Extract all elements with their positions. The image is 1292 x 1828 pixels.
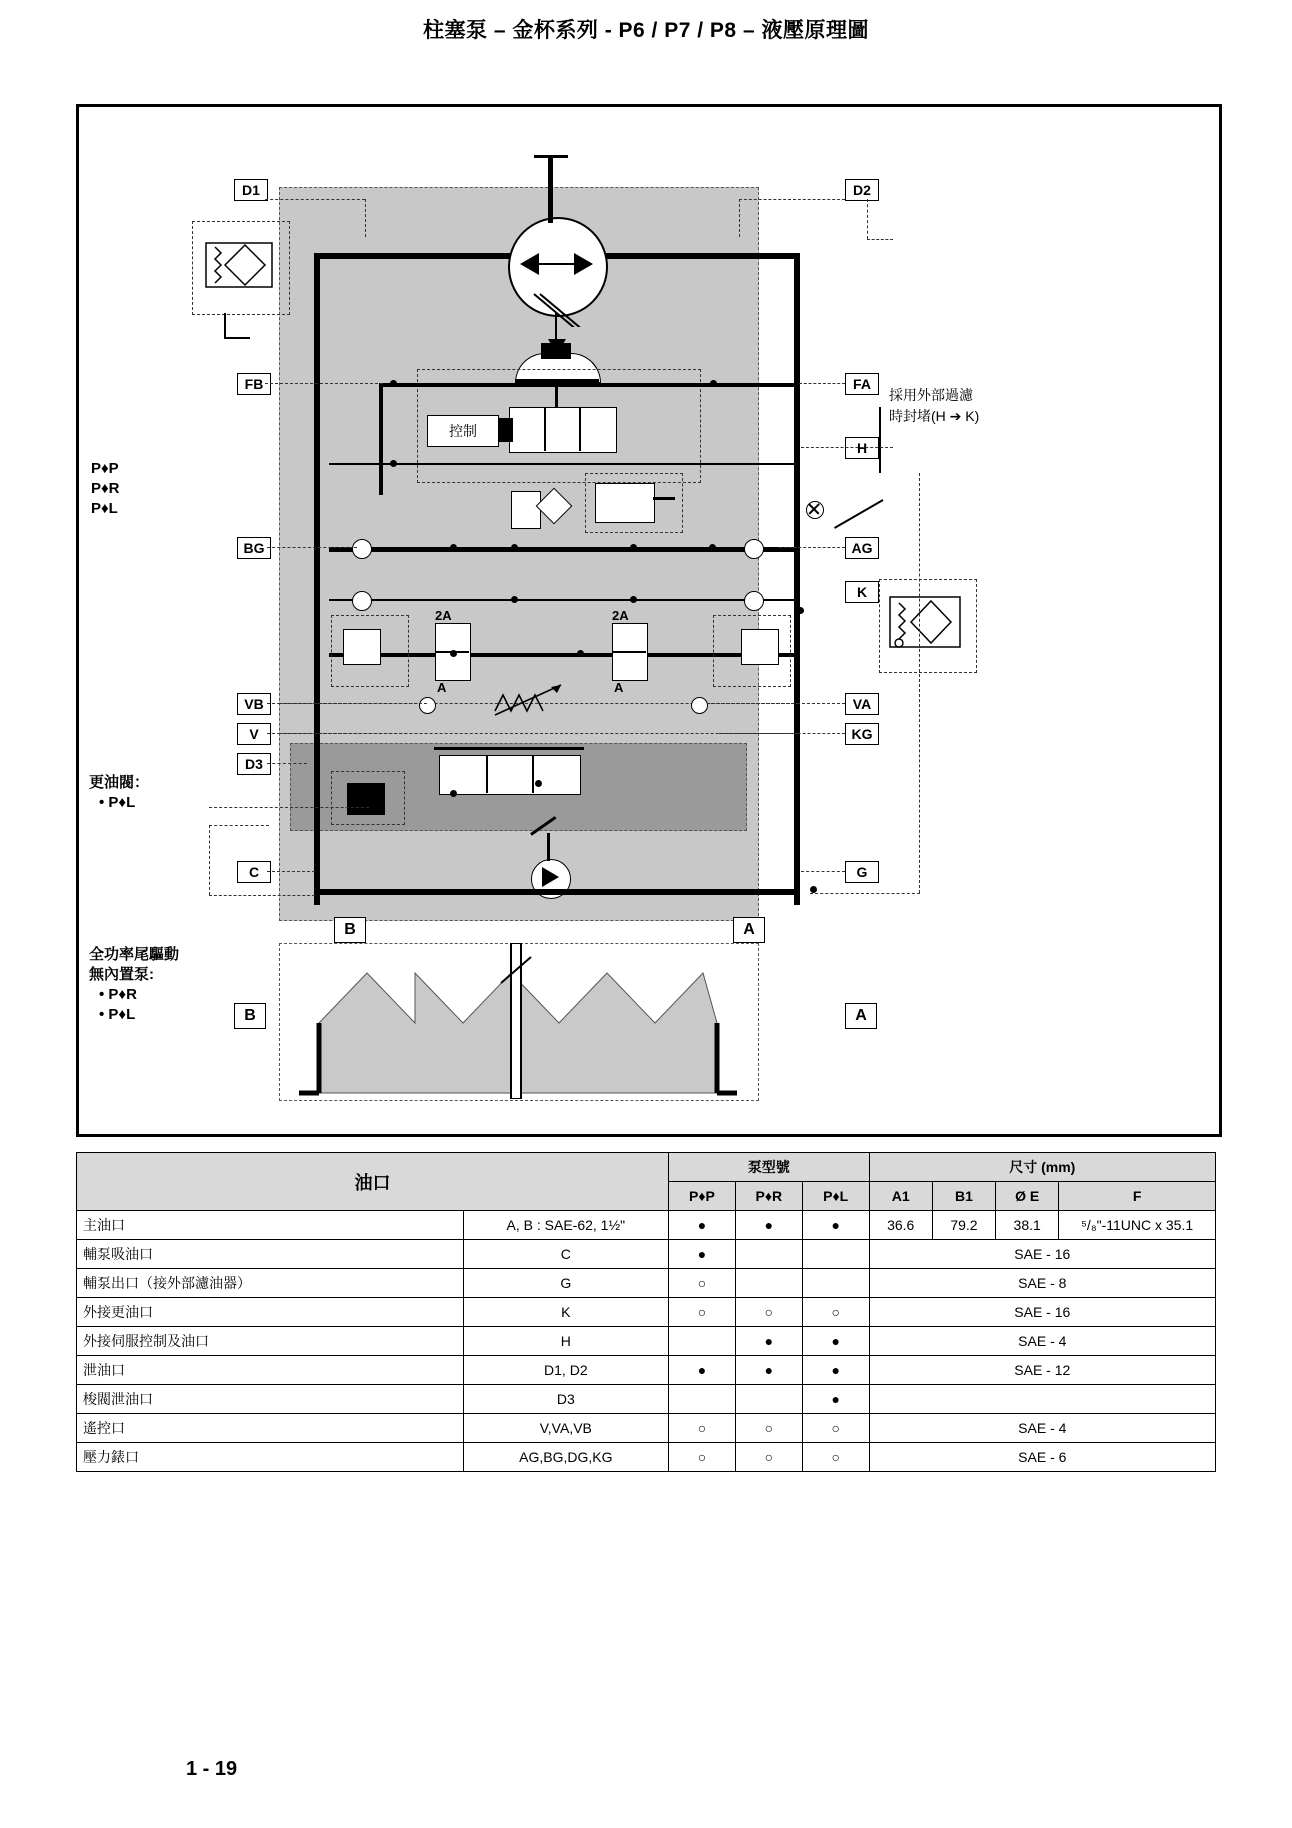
check-valve-left-1: [352, 539, 372, 559]
row-merged: SAE - 8: [869, 1269, 1215, 1298]
fa-fb-line: [379, 383, 799, 387]
c-leg-bottom: [209, 895, 315, 896]
header-model-pp: P♦P: [669, 1182, 736, 1211]
external-filter-note: [889, 385, 1069, 427]
page-title: 柱塞泵 – 金杯系列 - P6 / P7 / P8 – 液壓原理圖: [423, 19, 869, 42]
row-mark-pr: [735, 1298, 802, 1327]
valve-a-left-label: A: [437, 680, 447, 695]
charge-valve-note: [89, 773, 149, 813]
net-line-bg-ag: [329, 547, 799, 552]
upper-valve-right-box: [585, 473, 683, 533]
shuttle-top-line: [434, 747, 584, 750]
row-mark-pl: [802, 1269, 869, 1298]
row-name: 輔泵出口（接外部濾油器）: [77, 1269, 464, 1298]
tag-line-h: [801, 447, 893, 448]
swash-plate-mark: [524, 287, 612, 327]
charge-valve-model-0: • P♦L: [99, 794, 136, 811]
d2-leg-v: [867, 199, 868, 239]
table-row: [77, 1269, 1216, 1298]
row-mark-pr: [735, 1269, 802, 1298]
tag-line-vb: [267, 703, 427, 704]
tag-line-d3: [267, 763, 307, 764]
page-number: 1 - 19: [186, 1758, 238, 1780]
check-valve-bottom-right: [691, 697, 708, 714]
charge-valve-leader: [209, 807, 369, 808]
tag-line-fa: [799, 383, 845, 384]
port-tag-K: K: [845, 581, 879, 603]
port-tag-KG: KG: [845, 723, 879, 745]
table-row: [77, 1414, 1216, 1443]
thru-drive-note: [89, 945, 179, 1025]
node: [710, 380, 717, 387]
tag-line-c: [267, 871, 315, 872]
node: [390, 380, 397, 387]
charge-pump-shaft: [547, 833, 550, 861]
header-dim-f: F: [1059, 1182, 1216, 1211]
row-name: 壓力錶口: [77, 1443, 464, 1472]
port-tag-G: G: [845, 861, 879, 883]
shuttle-div2: [532, 755, 534, 793]
row-mark-pp: [669, 1414, 736, 1443]
port-tag-FB: FB: [237, 373, 271, 395]
note-leader-diag: [834, 499, 883, 529]
row-code: D1, D2: [463, 1356, 668, 1385]
table-row: [77, 1240, 1216, 1269]
row-mark-pp: [669, 1385, 736, 1414]
check-valve-right-1: [744, 539, 764, 559]
header-model-group: 泵型號: [669, 1153, 870, 1182]
row-mark-pp: [669, 1269, 736, 1298]
header-model-pl: P♦L: [802, 1182, 869, 1211]
header-dim-a1: A1: [869, 1182, 932, 1211]
row-mark-pr: [735, 1385, 802, 1414]
node: [630, 596, 637, 603]
row-code: C: [463, 1240, 668, 1269]
control-label-box: [427, 415, 499, 447]
row-code: G: [463, 1269, 668, 1298]
row-mark-pp: [669, 1443, 736, 1472]
port-tag-A-bottom: A: [845, 1003, 877, 1029]
port-tag-B-top: B: [334, 917, 366, 943]
row-mark-pr: [735, 1327, 802, 1356]
shuttle-pilot-box: [331, 771, 405, 825]
row-code: H: [463, 1327, 668, 1356]
node: [450, 790, 457, 797]
tag-line-fb: [265, 383, 383, 384]
upper-valve-left: [511, 491, 541, 529]
node: [630, 544, 637, 551]
row-f: ⁵/₈"-11UNC x 35.1: [1059, 1211, 1216, 1240]
row-e: 38.1: [996, 1211, 1059, 1240]
thru-drive-model-0: • P♦R: [99, 986, 137, 1003]
row-name: 外接更油口: [77, 1298, 464, 1327]
net-line-2: [329, 599, 799, 601]
thru-drive-model-1: • P♦L: [99, 1006, 136, 1023]
row-mark-pp: [669, 1356, 736, 1385]
port-table-wrapper: [76, 1152, 1216, 1472]
table-row: [77, 1356, 1216, 1385]
row-mark-pr: [735, 1414, 802, 1443]
model-item-0: P♦P: [91, 460, 119, 477]
left-relief-valve: [343, 629, 381, 665]
tag-line-ag: [779, 547, 845, 548]
row-mark-pl: [802, 1211, 869, 1240]
shuttle-valve-block: [439, 755, 581, 795]
row-mark-pl: [802, 1414, 869, 1443]
row-code: A, B : SAE-62, 1½": [463, 1211, 668, 1240]
node: [390, 460, 397, 467]
port-tag-H: H: [845, 437, 879, 459]
node: [810, 886, 817, 893]
tag-line-d2: [739, 199, 845, 200]
check-valve-right-2: [744, 591, 764, 611]
adjustable-spring: [491, 681, 581, 721]
tag-line-d2-v: [739, 199, 740, 237]
external-filter-note-line2: 時封堵(H ➔ K): [889, 408, 980, 424]
table-row: [77, 1385, 1216, 1414]
thru-drive-line1: 全功率尾驅動: [89, 946, 180, 963]
row-a1: 36.6: [869, 1211, 932, 1240]
port-tag-VB: VB: [237, 693, 271, 715]
node: [450, 650, 457, 657]
row-mark-pl: [802, 1327, 869, 1356]
header-port: 油口: [77, 1153, 669, 1211]
table-body: [77, 1211, 1216, 1472]
row-name: 主油口: [77, 1211, 464, 1240]
d2-leg-h: [867, 239, 893, 240]
port-tag-AG: AG: [845, 537, 879, 559]
table-row: [77, 1298, 1216, 1327]
valve-2a-left-label: 2A: [435, 608, 452, 623]
row-b1: 79.2: [932, 1211, 995, 1240]
net-line-1: [329, 463, 799, 465]
schematic-frame: [76, 104, 1222, 1137]
node: [797, 607, 804, 614]
spline-graphic: [279, 943, 757, 1099]
check-valve-left-2: [352, 591, 372, 611]
port-tag-A-top: A: [733, 917, 765, 943]
valve-2a-right-label: 2A: [612, 608, 629, 623]
port-tag-D1: D1: [234, 179, 268, 201]
header-dim-group: 尺寸 (mm): [869, 1153, 1215, 1182]
row-mark-pp: [669, 1327, 736, 1356]
tag-line-v: [267, 733, 407, 734]
row-merged: SAE - 4: [869, 1327, 1215, 1356]
port-tag-FA: FA: [845, 373, 879, 395]
header-dim-b1: B1: [932, 1182, 995, 1211]
row-merged: SAE - 4: [869, 1414, 1215, 1443]
port-tag-D2: D2: [845, 179, 879, 201]
node: [535, 780, 542, 787]
row-merged: SAE - 16: [869, 1240, 1215, 1269]
pump-arrow-right: [574, 253, 593, 275]
port-tag-B-bottom: B: [234, 1003, 266, 1029]
row-mark-pp: [669, 1240, 736, 1269]
row-mark-pp: [669, 1211, 736, 1240]
row-code: D3: [463, 1385, 668, 1414]
port-table: [76, 1152, 1216, 1472]
node: [511, 596, 518, 603]
row-name: 泄油口: [77, 1356, 464, 1385]
c-leg-top: [209, 825, 269, 826]
main-line-bottom: [314, 889, 800, 895]
check-valve-bottom-left: [419, 697, 436, 714]
table-row: [77, 1443, 1216, 1472]
servo-piston-head: [541, 343, 571, 359]
table-header-row-1: [77, 1153, 1216, 1182]
charge-pump-arrow: [542, 867, 559, 887]
k-loop-vert: [919, 473, 920, 893]
model-item-2: P♦L: [91, 500, 118, 517]
fb-drop: [379, 383, 383, 495]
main-line-right: [794, 253, 800, 905]
thru-drive-line2: 無內置泵:: [89, 966, 154, 983]
tag-line-d1-v: [365, 199, 366, 237]
header-dim-e: Ø E: [996, 1182, 1059, 1211]
row-code: K: [463, 1298, 668, 1327]
external-filter-note-line1: 採用外部過濾: [889, 387, 973, 403]
row-mark-pl: [802, 1443, 869, 1472]
c-leg-vert: [209, 825, 210, 895]
row-mark-pr: [735, 1211, 802, 1240]
tag-line-g: [801, 871, 845, 872]
external-filter-left: [205, 237, 275, 293]
node: [709, 544, 716, 551]
port-tag-VA: VA: [845, 693, 879, 715]
table-row: [77, 1211, 1216, 1240]
row-mark-pl: [802, 1356, 869, 1385]
row-mark-pr: [735, 1443, 802, 1472]
tag-line-kg: [719, 733, 845, 734]
right-relief-valve: [741, 629, 779, 665]
table-row: [77, 1327, 1216, 1356]
row-mark-pp: [669, 1298, 736, 1327]
charge-valve-label: 更油閥：: [89, 774, 150, 791]
k-loop-bottom: [810, 893, 920, 894]
tag-line-va: [707, 703, 845, 704]
tag-line-d1: [265, 199, 365, 200]
row-merged: SAE - 16: [869, 1298, 1215, 1327]
row-merged: SAE - 12: [869, 1356, 1215, 1385]
port-tag-C: C: [237, 861, 271, 883]
note-leader-vert: [879, 407, 881, 473]
shuttle-div1: [486, 755, 488, 793]
model-list: [91, 459, 120, 519]
row-code: V,VA,VB: [463, 1414, 668, 1443]
shaft-end: [534, 155, 568, 158]
header-model-pr: P♦R: [735, 1182, 802, 1211]
node: [577, 650, 584, 657]
node: [511, 544, 518, 551]
row-mark-pl: [802, 1240, 869, 1269]
row-mark-pr: [735, 1240, 802, 1269]
valve-a-right-label: A: [614, 680, 624, 695]
row-mark-pl: [802, 1298, 869, 1327]
row-merged: [869, 1385, 1215, 1414]
external-filter-right: [889, 593, 965, 653]
tag-line-bg: [267, 547, 357, 548]
row-code: AG,BG,DG,KG: [463, 1443, 668, 1472]
row-merged: SAE - 6: [869, 1443, 1215, 1472]
filter-left-leg: [224, 313, 226, 339]
filter-left-foot: [224, 337, 250, 339]
model-item-1: P♦R: [91, 480, 120, 497]
row-name: 梭閥泄油口: [77, 1385, 464, 1414]
port-tag-V: V: [237, 723, 271, 745]
row-mark-pr: [735, 1356, 802, 1385]
node: [450, 544, 457, 551]
pump-arrow-left: [520, 253, 539, 275]
row-mark-pl: [802, 1385, 869, 1414]
valve-2a-right-div: [612, 651, 646, 653]
row-name: 外接伺服控制及油口: [77, 1327, 464, 1356]
drive-shaft: [548, 155, 553, 223]
port-tag-D3: D3: [237, 753, 271, 775]
row-name: 遙控口: [77, 1414, 464, 1443]
control-label: 控制: [449, 423, 477, 439]
port-tag-BG: BG: [237, 537, 271, 559]
row-name: 輔泵吸油口: [77, 1240, 464, 1269]
